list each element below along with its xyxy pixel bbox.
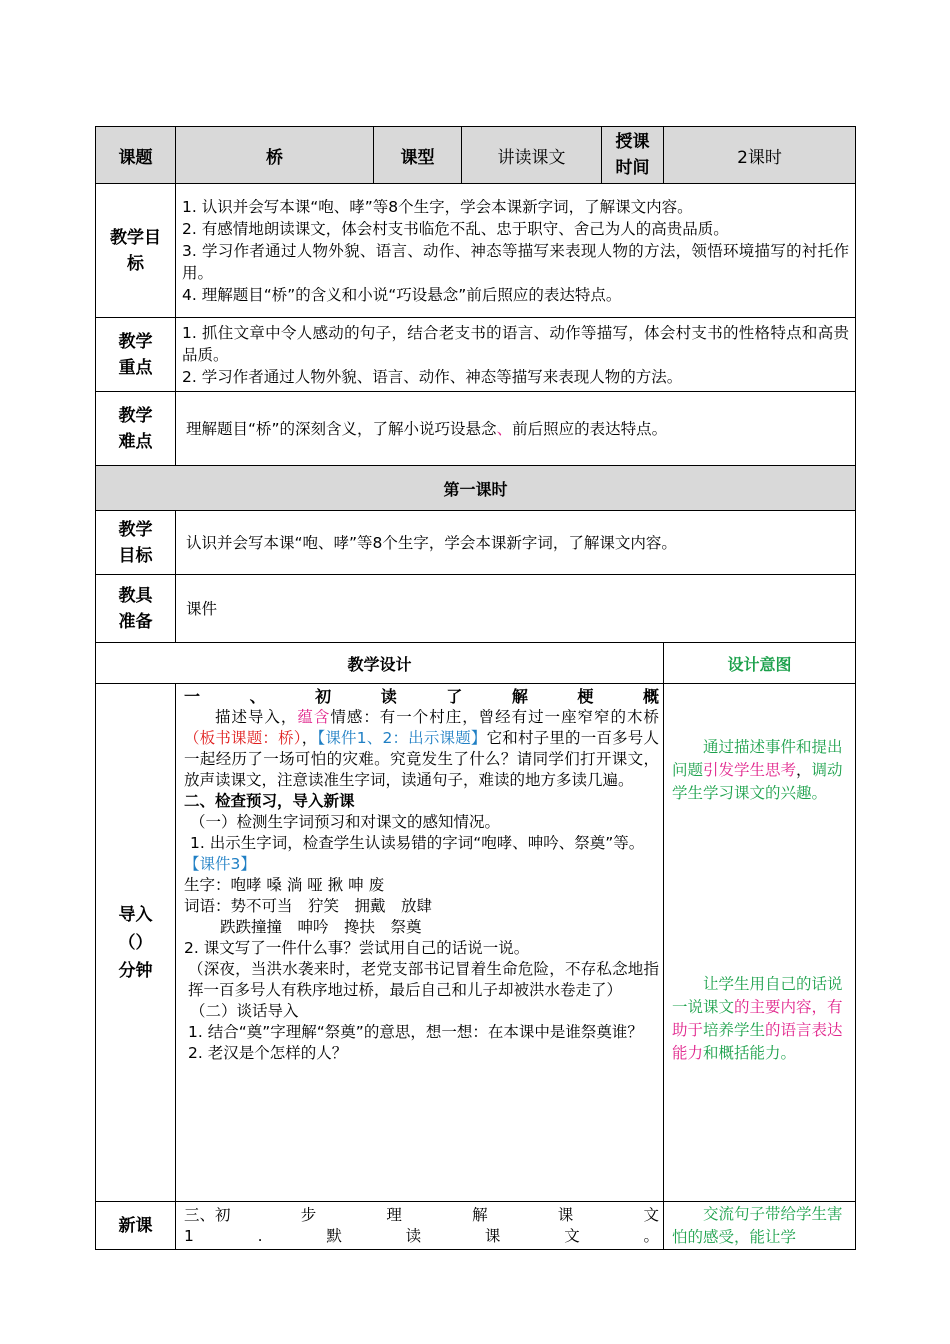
intro-paragraph: 描述导入，蕴含情感：有一个村庄，曾经有过一座窄窄的木桥（板书课题：桥），【课件1、2：出示课题】它和村子里的一百多号人一起经历了一场可怕的灾难。究竟发生了什么？请同学们打开课文，放声读课文，注意读准生字词，读通句子，难读的地方多读几遍。 xyxy=(184,708,659,789)
intro-heading-1: 一 、 初 读 了 解 梗 概 xyxy=(184,687,659,706)
intro-heading-2: 二、检查预习，导入新课 xyxy=(184,792,355,810)
intro-content xyxy=(176,684,664,1202)
materials-label: 教具准备 xyxy=(96,575,176,643)
type-value: 讲读课文 xyxy=(462,127,602,184)
goal-item: 2. 有感情地朗读课文，体会村支书临危不乱、忠于职守、舍己为人的高贵品质。 xyxy=(182,219,729,238)
key-point-item: 2. 学习作者通过人物外貌、语言、动作、神态等描写来表现人物的方法。 xyxy=(182,367,683,386)
key-points-text xyxy=(176,318,856,392)
lesson-plan-table xyxy=(95,126,856,1250)
intent-note-2: 让学生用自己的话说一说课文的主要内容，有助于培养学生的语言表达能力和概括能力。 xyxy=(672,975,843,1062)
intent-note-3: 交流句子带给学生害怕的感受，能让学 xyxy=(672,1204,843,1246)
intro-label: 导入（）分钟 xyxy=(96,684,176,1202)
difficulty-row xyxy=(96,392,856,466)
intent-note-1: 通过描述事件和提出问题引发学生思考，调动学生学习课文的兴趣。 xyxy=(672,738,843,802)
lesson-goal-label: 教学目标 xyxy=(96,511,176,575)
new-lesson-content xyxy=(176,1202,664,1250)
hours-value: 2课时 xyxy=(664,127,856,184)
difficulty-text: 理解题目“桥”的深刻含义，了解小说巧设悬念、前后照应的表达特点。 xyxy=(176,392,856,466)
topic-value: 桥 xyxy=(176,127,374,184)
intro-question-2: 2. 课文写了一件什么事？尝试用自己的话说一说。 xyxy=(184,939,530,957)
time-label: 授课时间 xyxy=(602,127,664,184)
lesson-goal-row xyxy=(96,511,856,575)
difficulty-label: 教学难点 xyxy=(96,392,176,466)
new-lesson-heading: 三、初 步 理 解 课 文 xyxy=(184,1205,659,1224)
topic-label: 课题 xyxy=(96,127,176,184)
goals-label: 教学目标 xyxy=(96,184,176,318)
courseware-3: 【课件3】 xyxy=(184,855,256,873)
intro-sub-2-item-2: 2. 老汉是个怎样的人？ xyxy=(188,1044,348,1062)
design-header-row xyxy=(96,643,856,684)
intent-header: 设计意图 xyxy=(664,643,856,684)
chars-line: 生字：咆哮 嗓 淌 哑 揪 呻 废 xyxy=(184,876,385,894)
intro-sub-2-item-1: 1. 结合“奠”字理解“祭奠”的意思，想一想：在本课中是谁祭奠谁？ xyxy=(188,1023,643,1041)
key-point-item: 1. 抓住文章中令人感动的句子，结合老支书的语言、动作等描写，体会村支书的性格特点和高贵品质。 xyxy=(182,323,849,364)
header-row xyxy=(96,127,856,184)
type-label: 课型 xyxy=(374,127,462,184)
goals-text xyxy=(176,184,856,318)
section-title-row xyxy=(96,466,856,511)
materials-text: 课件 xyxy=(176,575,856,643)
words-line-1: 词语：势不可当 狞笑 拥戴 放肆 xyxy=(184,897,433,915)
intro-row xyxy=(96,684,856,1202)
new-lesson-row xyxy=(96,1202,856,1250)
goal-item: 3. 学习作者通过人物外貌、语言、动作、神态等描写来表现人物的方法，领悟环境描写的衬托作用。 xyxy=(182,241,849,282)
key-points-row xyxy=(96,318,856,392)
section-title: 第一课时 xyxy=(96,466,856,511)
design-header: 教学设计 xyxy=(96,643,664,684)
intro-intent xyxy=(664,684,856,1202)
intro-sub-1: （一）检测生字词预习和对课文的感知情况。 xyxy=(190,813,501,831)
goals-row xyxy=(96,184,856,318)
intro-sub-1-item: 1. 出示生字词，检查学生认读易错的字词“咆哮、呻吟、祭奠”等。 xyxy=(190,834,645,852)
new-lesson-intent xyxy=(664,1202,856,1250)
new-lesson-step-1: 1 . 默 读 课 文 。 xyxy=(184,1226,659,1245)
intro-sub-2: （二）谈话导入 xyxy=(190,1002,299,1020)
words-line-2: 跌跌撞撞 呻吟 搀扶 祭奠 xyxy=(220,918,422,936)
intro-answer-2: （深夜，当洪水袭来时，老党支部书记冒着生命危险，不存私念地指挥一百多号人有秩序地过桥，最后自己和儿子却被洪水卷走了） xyxy=(188,960,659,999)
key-points-label: 教学重点 xyxy=(96,318,176,392)
materials-row xyxy=(96,575,856,643)
new-lesson-label: 新课 xyxy=(96,1202,176,1250)
goal-item: 1. 认识并会写本课“咆、哮”等8个生字，学会本课新字词，了解课文内容。 xyxy=(182,197,693,216)
goal-item: 4. 理解题目“桥”的含义和小说“巧设悬念”前后照应的表达特点。 xyxy=(182,285,622,304)
lesson-goal-text: 认识并会写本课“咆、哮”等8个生字，学会本课新字词，了解课文内容。 xyxy=(176,511,856,575)
